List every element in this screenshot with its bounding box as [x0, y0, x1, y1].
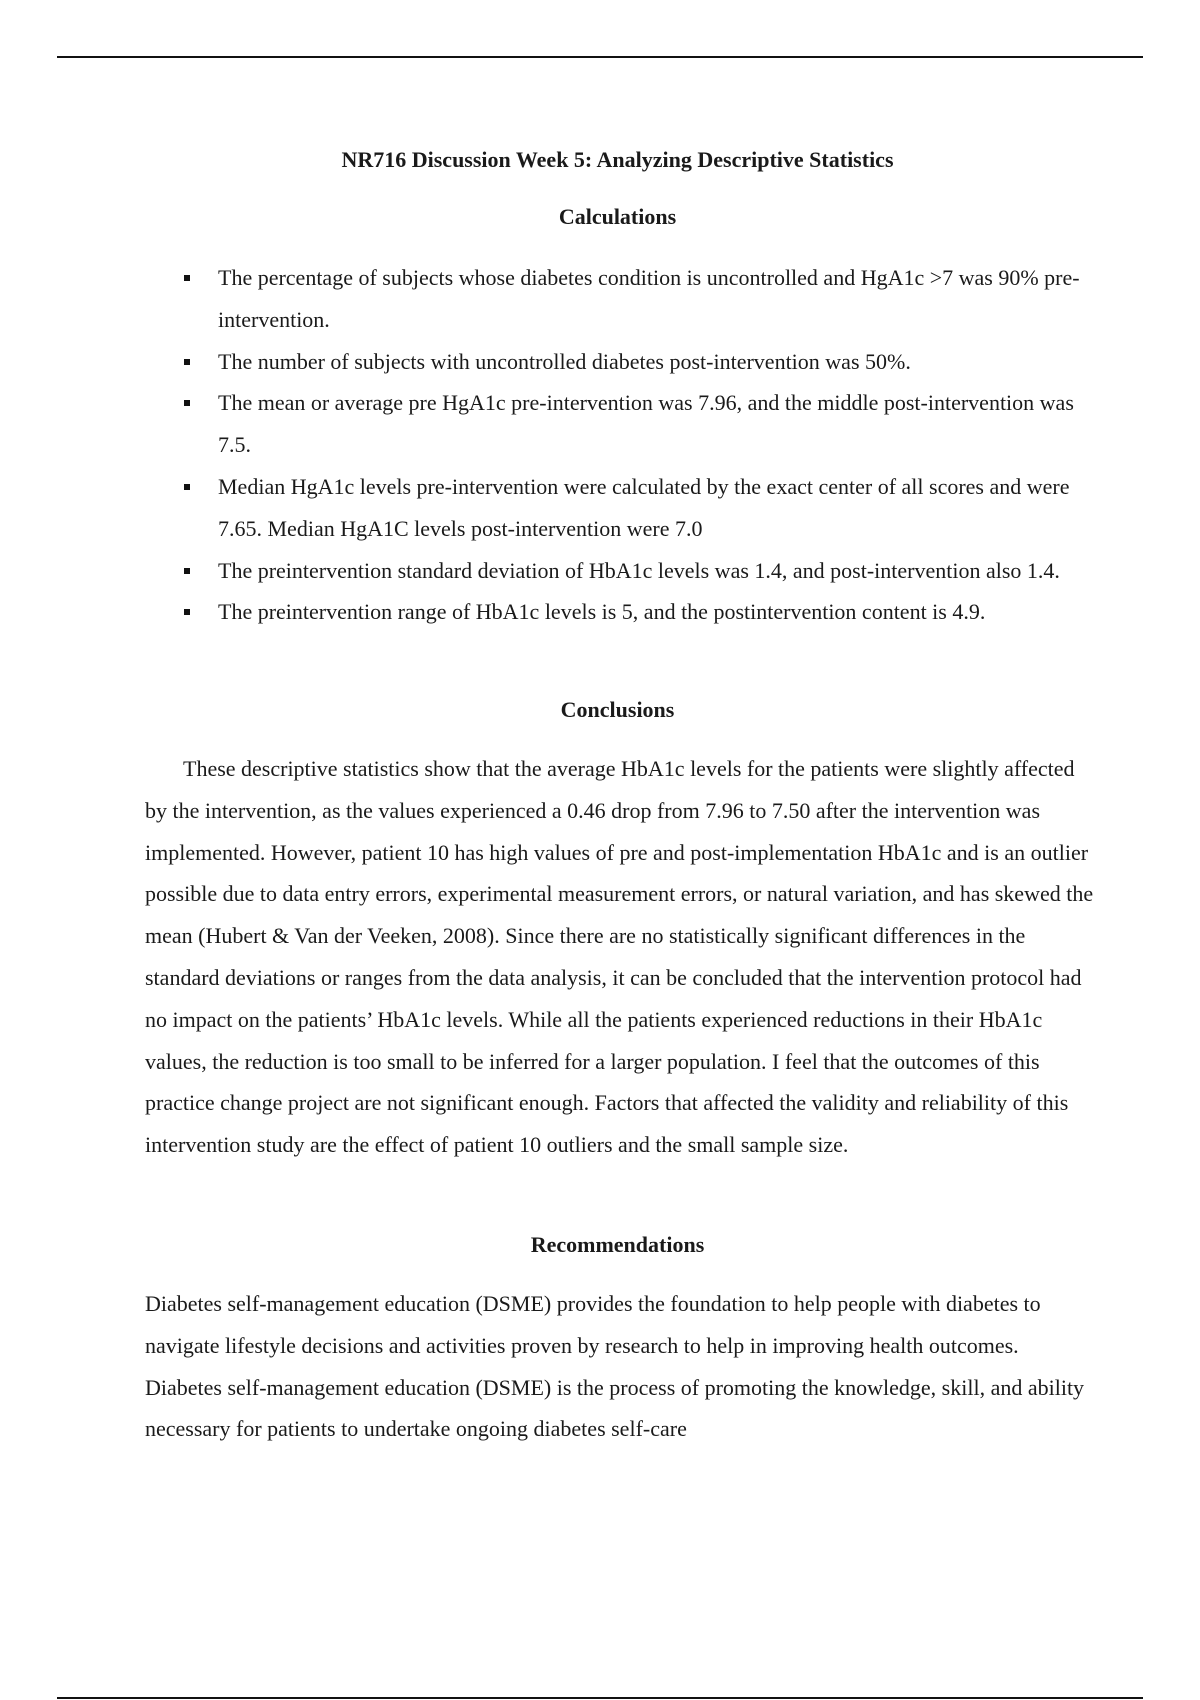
list-item-text: The preintervention range of HbA1c levels is 5, and the postintervention content is 4.9.	[218, 599, 986, 625]
square-bullet-icon	[184, 609, 190, 615]
square-bullet-icon	[184, 568, 190, 574]
list-item-text: The preintervention standard deviation of HbA1c levels was 1.4, and post-intervention also 1.4.	[218, 557, 1060, 583]
list-item	[180, 382, 1080, 466]
square-bullet-icon	[184, 359, 190, 365]
list-item-text: The mean or average pre HgA1c pre-intervention was 7.96, and the middle post-intervention was 7.5.	[218, 390, 1074, 458]
page-top-rule	[57, 56, 1143, 58]
square-bullet-icon	[184, 275, 190, 281]
list-item	[180, 591, 1080, 633]
list-item	[180, 341, 1080, 383]
document-title: NR716 Discussion Week 5: Analyzing Descriptive Statistics	[341, 147, 894, 172]
conclusions-paragraph: These descriptive statistics show that the average HbA1c levels for the patients were slightly affected by the intervention, as the values experienced a 0.46 drop from 7.96 to 7.50 after the intervention was implemented. However, patient 10 has high values of pre and post-implementation HbA1c and is an outlier possible due to data entry errors, experimental measurement errors, or natural variation, and has skewed the mean (Hubert & Van der Veeken, 2008). Since there are no statistically significant differences in the standard deviations or ranges from the data analysis, it can be concluded that the intervention protocol had no impact on the patients’ HbA1c levels. While all the patients experienced reductions in their HbA1c values, the reduction is too small to be inferred for a larger population. I feel that the outcomes of this practice change project are not significant enough. Factors that affected the validity and reliability of this intervention study are the effect of patient 10 outliers and the small sample size.	[145, 756, 1094, 1158]
calculations-heading: Calculations	[558, 204, 677, 229]
list-item-text: Median HgA1c levels pre-intervention were calculated by the exact center of all scores and were 7.65. Median HgA1C levels post-intervention were 7.0	[218, 473, 1070, 541]
calculations-list	[180, 257, 1080, 633]
list-item-text: The percentage of subjects whose diabetes condition is uncontrolled and HgA1c >7 was 90% pre-intervention.	[218, 265, 1080, 332]
list-item-text: The number of subjects with uncontrolled diabetes post-intervention was 50%.	[218, 348, 911, 374]
square-bullet-icon	[184, 400, 190, 406]
recommendations-paragraph: Diabetes self-management education (DSME) provides the foundation to help people with diabetes to navigate lifestyle decisions and activities proven by research to help in improving health outcomes. Diabetes self-management education (DSME) is the process of promoting the knowledge, skill, and ability necessary for patients to undertake ongoing diabetes self-care	[145, 1291, 1085, 1442]
square-bullet-icon	[184, 484, 190, 490]
page-bottom-rule	[57, 1697, 1143, 1699]
list-item	[180, 257, 1080, 341]
list-item	[180, 550, 1080, 592]
conclusions-heading: Conclusions	[560, 697, 675, 722]
recommendations-heading: Recommendations	[530, 1232, 705, 1257]
list-item	[180, 466, 1080, 550]
